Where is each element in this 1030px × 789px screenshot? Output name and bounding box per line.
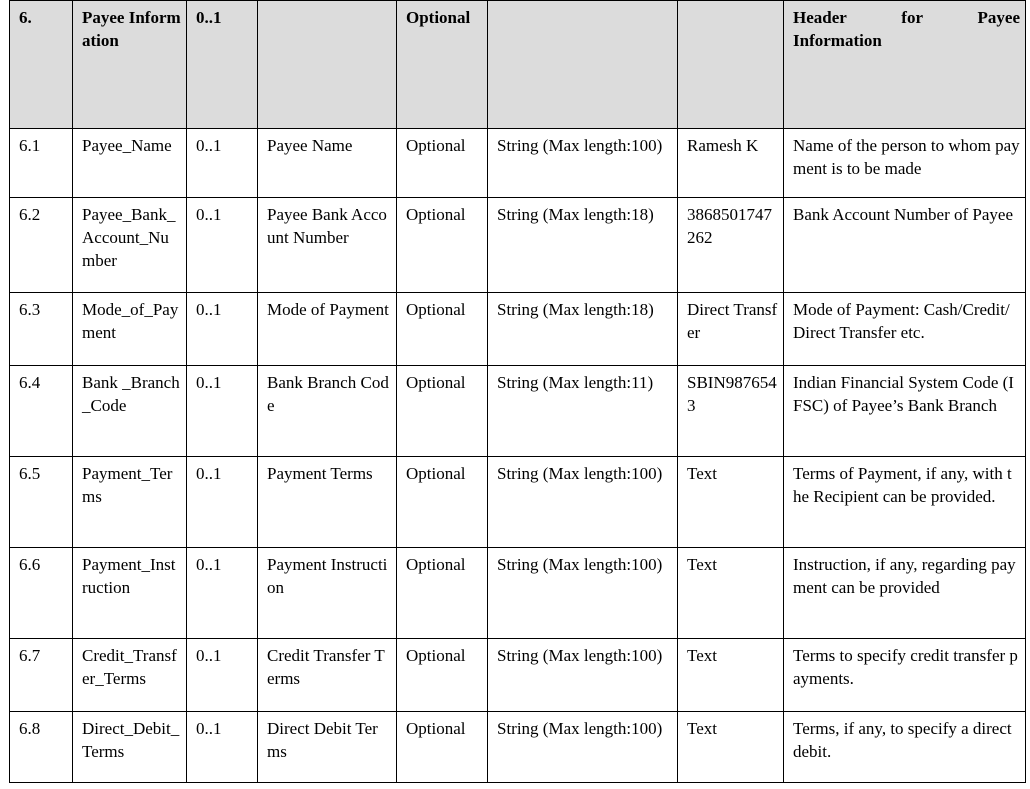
cell-description: Direct Debit Terms [258,712,397,783]
cell-status: Optional [397,457,488,548]
table-row [10,293,1026,366]
header-notes [784,1,1026,129]
cell-element: Bank _Branch_Code [73,366,187,457]
cell-notes: Mode of Payment: Cash/Credit/Direct Transfer etc. [784,293,1026,366]
cell-description: Mode of Payment [258,293,397,366]
cell-cardinality: 0..1 [187,457,258,548]
cell-element: Direct_Debit_Terms [73,712,187,783]
table-row [10,712,1026,783]
table-row [10,129,1026,198]
cell-element: Credit_Transfer_Terms [73,639,187,712]
cell-element: Payee_Name [73,129,187,198]
cell-status: Optional [397,712,488,783]
table-row [10,639,1026,712]
cell-element: Mode_of_Payment [73,293,187,366]
header-sample [678,1,784,129]
cell-cardinality: 0..1 [187,548,258,639]
cell-sample: Text [678,548,784,639]
cell-sample: 3868501747262 [678,198,784,293]
cell-sample: Text [678,457,784,548]
cell-status: Optional [397,293,488,366]
cell-type: String (Max length:100) [488,639,678,712]
cell-number: 6.2 [10,198,73,293]
cell-number: 6.6 [10,548,73,639]
cell-element: Payment_Terms [73,457,187,548]
cell-number: 6.3 [10,293,73,366]
cell-element: Payee_Bank_Account_Number [73,198,187,293]
cell-status: Optional [397,366,488,457]
header-notes-line2: Information [793,31,882,50]
cell-status: Optional [397,639,488,712]
cell-type: String (Max length:100) [488,457,678,548]
cell-cardinality: 0..1 [187,712,258,783]
table-row [10,548,1026,639]
cell-element: Payment_Instruction [73,548,187,639]
cell-sample: Text [678,639,784,712]
cell-description: Payee Bank Account Number [258,198,397,293]
cell-description: Payee Name [258,129,397,198]
cell-notes: Terms of Payment, if any, with the Recipient can be provided. [784,457,1026,548]
header-description [258,1,397,129]
cell-number: 6.7 [10,639,73,712]
header-cardinality: 0..1 [187,1,258,129]
header-notes-line1: Header for Payee [793,8,1020,27]
cell-notes: Terms to specify credit transfer payments. [784,639,1026,712]
cell-notes: Bank Account Number of Payee [784,198,1026,293]
table-row [10,366,1026,457]
cell-cardinality: 0..1 [187,293,258,366]
cell-number: 6.4 [10,366,73,457]
cell-type: String (Max length:100) [488,712,678,783]
cell-status: Optional [397,198,488,293]
payee-information-table [9,0,1026,783]
cell-cardinality: 0..1 [187,129,258,198]
cell-cardinality: 0..1 [187,198,258,293]
cell-type: String (Max length:100) [488,129,678,198]
cell-number: 6.5 [10,457,73,548]
cell-number: 6.8 [10,712,73,783]
cell-description: Credit Transfer Terms [258,639,397,712]
cell-cardinality: 0..1 [187,366,258,457]
cell-sample: Ramesh K [678,129,784,198]
cell-status: Optional [397,129,488,198]
cell-notes: Indian Financial System Code (IFSC) of Payee’s Bank Branch [784,366,1026,457]
cell-notes: Name of the person to whom payment is to be made [784,129,1026,198]
cell-description: Payment Terms [258,457,397,548]
header-number: 6. [10,1,73,129]
cell-description: Payment Instruction [258,548,397,639]
header-element: Payee Information [73,1,187,129]
cell-sample: Text [678,712,784,783]
cell-number: 6.1 [10,129,73,198]
header-type [488,1,678,129]
cell-type: String (Max length:11) [488,366,678,457]
header-status: Optional [397,1,488,129]
cell-type: String (Max length:100) [488,548,678,639]
table-header-row [10,1,1026,129]
table-row [10,198,1026,293]
cell-cardinality: 0..1 [187,639,258,712]
cell-notes: Instruction, if any, regarding payment can be provided [784,548,1026,639]
cell-notes: Terms, if any, to specify a direct debit. [784,712,1026,783]
cell-description: Bank Branch Code [258,366,397,457]
cell-sample: SBIN9876543 [678,366,784,457]
cell-status: Optional [397,548,488,639]
cell-sample: Direct Transfer [678,293,784,366]
table-row [10,457,1026,548]
cell-type: String (Max length:18) [488,198,678,293]
cell-type: String (Max length:18) [488,293,678,366]
